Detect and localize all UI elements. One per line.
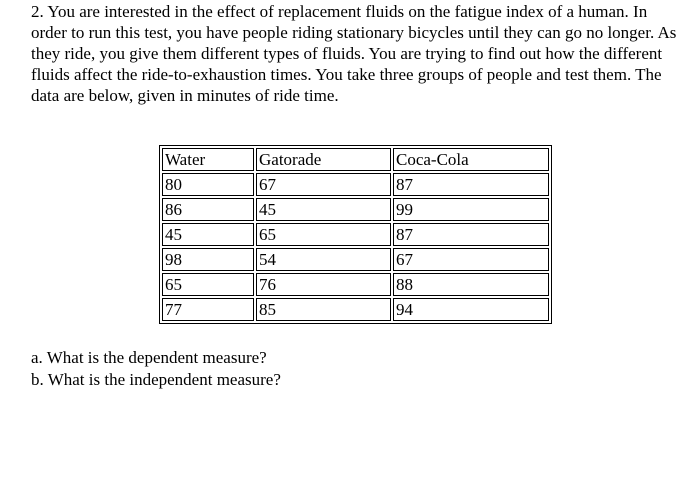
table-cell: 65 bbox=[162, 273, 254, 296]
table-cell: 65 bbox=[256, 223, 391, 246]
problem-statement: 2. You are interested in the effect of replacement fluids on the fatigue index of a human. In order to run this test, you have people riding stationary bicycles until they can go no longer. As they ride, you give them different types of fluids. You are trying to find out how the different fluids affect the ride-to-exhaustion times. You take three groups of people and test them. The data are below, given in minutes of ride time. bbox=[31, 2, 677, 105]
table-cell: 94 bbox=[393, 298, 549, 321]
table-cell: 45 bbox=[162, 223, 254, 246]
table-cell: 77 bbox=[162, 298, 254, 321]
table-cell: 54 bbox=[256, 248, 391, 271]
table-row bbox=[162, 223, 549, 246]
question-a: a. What is the dependent measure? bbox=[31, 348, 267, 367]
table-row bbox=[162, 273, 549, 296]
header-gatorade: Gatorade bbox=[256, 148, 391, 171]
header-coca-cola: Coca-Cola bbox=[393, 148, 549, 171]
table-cell: 87 bbox=[393, 173, 549, 196]
questions bbox=[31, 347, 281, 391]
table-cell: 88 bbox=[393, 273, 549, 296]
table-cell: 99 bbox=[393, 198, 549, 221]
table-row bbox=[162, 198, 549, 221]
table-cell: 85 bbox=[256, 298, 391, 321]
table-row bbox=[162, 298, 549, 321]
table-cell: 87 bbox=[393, 223, 549, 246]
ride-time-table bbox=[159, 145, 552, 324]
table-row bbox=[162, 248, 549, 271]
table-cell: 76 bbox=[256, 273, 391, 296]
table-cell: 98 bbox=[162, 248, 254, 271]
table-cell: 80 bbox=[162, 173, 254, 196]
table-cell: 67 bbox=[393, 248, 549, 271]
table-cell: 45 bbox=[256, 198, 391, 221]
question-b: b. What is the independent measure? bbox=[31, 370, 281, 389]
table-cell: 67 bbox=[256, 173, 391, 196]
header-water: Water bbox=[162, 148, 254, 171]
table-header-row bbox=[162, 148, 549, 171]
table-row bbox=[162, 173, 549, 196]
table-cell: 86 bbox=[162, 198, 254, 221]
